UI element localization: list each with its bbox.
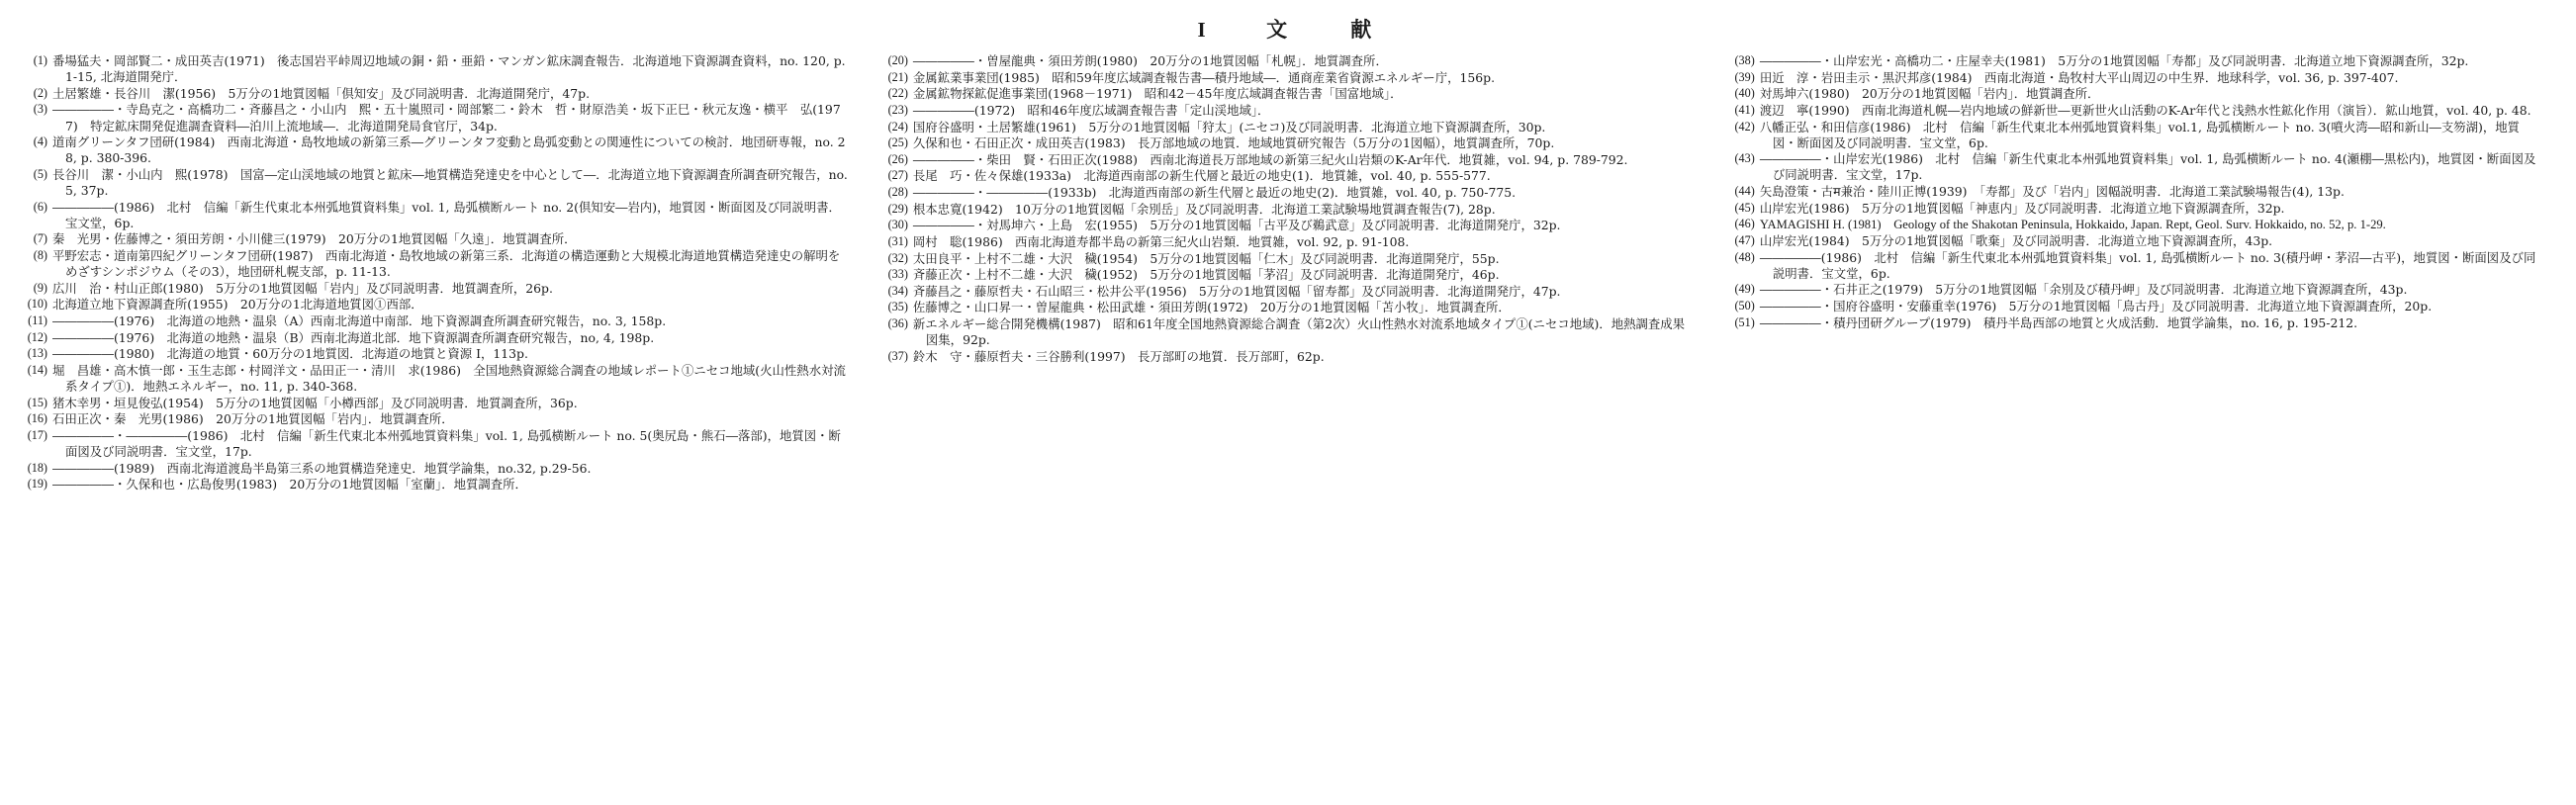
reference-entry bbox=[18, 231, 849, 247]
reference-number: (32) bbox=[887, 250, 908, 265]
reference-text: ―――――・柴田 賢・石田正次(1988) 西南北海道長万部地域の新第三紀火山岩類のK-Ar年代．地質雑，vol. 94, p. 789-792. bbox=[912, 151, 1628, 167]
reference-text: ―――――(1989) 西南北海道渡島半島第三系の地質構造発達史．地質学論集，no.32, p.29-56. bbox=[52, 460, 592, 476]
reference-number: (51) bbox=[1734, 314, 1755, 329]
reference-number: (20) bbox=[887, 53, 908, 67]
reference-text: 堀 昌雄・高木慎一郎・玉生志郎・村岡洋文・品田正一・清川 求(1986) 全国地熱資源総合調査の地域レポート①ニセコ地域(火山性熱水対流系タイプ①)．地熱エネルギー，no. 11, p. 340-368. bbox=[52, 362, 846, 394]
reference-entry bbox=[878, 284, 1696, 300]
reference-number: (28) bbox=[887, 185, 908, 199]
reference-number: (47) bbox=[1734, 233, 1755, 248]
reference-entry bbox=[1725, 299, 2542, 314]
reference-text: ―――――・石井正之(1979) 5万分の1地質図幅「余別及び積丹岬」及び同説明書．北海道立地下資源調査所，43p. bbox=[1759, 282, 2408, 298]
reference-entry bbox=[878, 349, 1696, 365]
reference-entry bbox=[18, 53, 849, 85]
reference-text: 猪木幸男・垣見俊弘(1954) 5万分の1地質図幅「小樽西部」及び同説明書．地質調査所，36p. bbox=[52, 395, 578, 410]
reference-text: 根本忠寛(1942) 10万分の1地質図幅「余別岳」及び同説明書．北海道工業試験場地質調査報告(7), 28p. bbox=[912, 201, 1496, 217]
reference-text: 田近 淳・岩田圭示・黒沢邦彦(1984) 西南北海道・島牧村大平山周辺の中生界．地球科学，vol. 36, p. 397-407. bbox=[1759, 69, 2399, 85]
reference-text: 渡辺 寧(1990) 西南北海道札幌―岩内地域の鮮新世―更新世火山活動のK-Ar年代と浅熱水性鉱化作用（演旨）．鉱山地質，vol. 40, p. 48. bbox=[1759, 102, 2531, 118]
reference-entry bbox=[18, 396, 849, 411]
reference-entry bbox=[1725, 233, 2542, 249]
reference-number: (16) bbox=[27, 411, 47, 426]
reference-text: 金属鉱業事業団(1985) 昭和59年度広域調査報告書―積丹地域―．通商産業省資源エネルギー庁，156p. bbox=[912, 69, 1496, 85]
reference-text: ―――――・―――――(1986) 北村 信編「新生代東北本州弧地質資料集」vol. 1, 島弧横断ルート no. 5(奥尻島・熊石―落部)，地質図・断面図及び同説明書．宝文堂，17p. bbox=[52, 427, 841, 459]
page-title-number: I bbox=[1197, 18, 1210, 42]
reference-entry bbox=[18, 330, 849, 346]
reference-entry bbox=[878, 267, 1696, 283]
reference-entry bbox=[1725, 184, 2542, 200]
reference-text: 長谷川 潔・小山内 熙(1978) 国富―定山渓地域の地質と鉱床―地質構造発達史を中心として―．北海道立地下資源調査所調査研究報告，no. 5, 37p. bbox=[52, 166, 848, 198]
reference-text: 斉藤昌之・藤原哲夫・石山昭三・松井公平(1956) 5万分の1地質図幅「留寿都」及び同説明書．北海道開発庁，47p. bbox=[912, 283, 1561, 299]
reference-entry bbox=[18, 248, 849, 280]
reference-entry bbox=[1725, 103, 2542, 119]
reference-number: (25) bbox=[887, 135, 908, 150]
reference-number: (14) bbox=[27, 362, 47, 377]
reference-text: 山岸宏光(1984) 5万分の1地質図幅「歌棄」及び同説明書．北海道立地下資源調査所，43p. bbox=[1759, 233, 2273, 249]
reference-entry bbox=[878, 152, 1696, 168]
reference-number: (50) bbox=[1734, 299, 1755, 313]
reference-entry bbox=[878, 120, 1696, 135]
reference-text: 久保和也・石田正次・成田英吉(1983) 長万部地域の地質．地域地質研究報告（5万分の1図幅），地質調査所，70p. bbox=[912, 135, 1555, 151]
reference-number: (6) bbox=[33, 199, 47, 214]
reference-text: 八幡正弘・和田信彦(1986) 北村 信編「新生代東北本州弧地質資料集」vol.1, 島弧横断ルート no. 3(噴火湾―昭和新山―支笏湖)，地質図・断面図及び同説明書．宝文堂，6p. bbox=[1759, 119, 2521, 150]
reference-number: (18) bbox=[27, 460, 47, 475]
reference-text: ―――――(1976) 北海道の地熱・温泉（B）西南北海道北部．地下資源調査所調査研究報告，no, 4, 198p. bbox=[52, 329, 655, 345]
reference-number: (36) bbox=[887, 316, 908, 330]
reference-text: ―――――・対馬坤六・上島 宏(1955) 5万分の1地質図幅「古平及び鵜武意」及び同説明書．北海道開発庁，32p. bbox=[912, 218, 1561, 233]
reference-text: 対馬坤六(1980) 20万分の1地質図幅「岩内」．地質調査所． bbox=[1759, 86, 2100, 102]
reference-entry bbox=[878, 86, 1696, 102]
reference-number: (30) bbox=[887, 218, 908, 232]
reference-number: (44) bbox=[1734, 184, 1755, 198]
reference-number: (29) bbox=[887, 201, 908, 216]
page-title-text: 文 献 bbox=[1266, 17, 1379, 42]
reference-text: ―――――・久保和也・広島俊男(1983) 20万分の1地質図幅「室蘭」．地質調査所． bbox=[52, 477, 527, 492]
reference-entry bbox=[1725, 70, 2542, 86]
reference-entry bbox=[1725, 217, 2542, 232]
reference-text: 佐藤博之・山口昇一・曽屋龍典・松田武雄・須田芳朗(1972) 20万分の1地質図幅「苫小牧」．地質調査所． bbox=[912, 300, 1511, 315]
reference-text: ―――――(1986) 北村 信編「新生代東北本州弧地質資料集」vol. 1, 島弧横断ルート no. 2(倶知安―岩内)，地質図・断面図及び同説明書．宝文堂，6p. bbox=[52, 199, 841, 230]
reference-entry bbox=[878, 70, 1696, 86]
reference-number: (40) bbox=[1734, 86, 1755, 101]
reference-text: YAMAGISHI H. (1981) Geology of the Shakotan Peninsula, Hokkaido, Japan. Rept, Geol. Surv. Hokkaido, no. 52, p. 1-29. bbox=[1759, 218, 2386, 232]
reference-number: (17) bbox=[27, 427, 47, 442]
reference-number: (10) bbox=[27, 297, 47, 312]
reference-number: (26) bbox=[887, 151, 908, 166]
reference-number: (49) bbox=[1734, 282, 1755, 297]
reference-entry bbox=[878, 300, 1696, 315]
reference-entry bbox=[1725, 201, 2542, 217]
reference-entry bbox=[18, 363, 849, 395]
reference-text: 金属鉱物探鉱促進事業団(1968－1971) 昭和42－45年度広域調査報告書「国富地域」． bbox=[912, 86, 1403, 102]
reference-number: (38) bbox=[1734, 53, 1755, 67]
reference-text: 土居繁雄・長谷川 潔(1956) 5万分の1地質図幅「倶知安」及び同説明書．北海道開発庁，47p. bbox=[52, 85, 591, 101]
reference-entry bbox=[1725, 151, 2542, 183]
reference-entry bbox=[18, 297, 849, 313]
reference-entry bbox=[878, 53, 1696, 69]
reference-number: (48) bbox=[1734, 249, 1755, 264]
reference-entry bbox=[18, 313, 849, 329]
page-title bbox=[18, 14, 2558, 44]
reference-column-2 bbox=[865, 53, 1711, 365]
reference-text: 秦 光男・佐藤博之・須田芳朗・小川健三(1979) 20万分の1地質図幅「久遠」．地質調査所． bbox=[52, 231, 577, 247]
reference-number: (19) bbox=[27, 477, 47, 492]
reference-number: (7) bbox=[33, 231, 47, 246]
reference-text: 長尾 巧・佐々保雄(1933a) 北海道西南部の新生代層と最近の地史(1)．地質雑，vol. 40, p. 555-577. bbox=[912, 168, 1491, 184]
reference-number: (12) bbox=[27, 329, 47, 344]
reference-entry bbox=[18, 346, 849, 362]
reference-entry bbox=[878, 251, 1696, 267]
reference-entry bbox=[18, 461, 849, 477]
reference-text: ―――――・曽屋龍典・須田芳朗(1980) 20万分の1地質図幅「札幌」．地質調査所． bbox=[912, 53, 1388, 68]
reference-number: (2) bbox=[33, 85, 47, 100]
reference-entry bbox=[18, 428, 849, 460]
reference-number: (9) bbox=[33, 280, 47, 295]
reference-text: 平野宏志・道南第四紀グリーンタフ団研(1987) 西南北海道・島牧地域の新第三系．北海道の構造運動と大規模北海道地質構造発達史の解明をめざすシンポジウム（その3），地団研札幌支部，p. 11-13. bbox=[52, 248, 841, 280]
reference-entry bbox=[1725, 315, 2542, 331]
reference-text: 道南グリーンタフ団研(1984) 西南北海道・島牧地域の新第三系―グリーンタフ変動と島弧変動との関連性についての検討．地団研専報，no. 28, p. 380-396. bbox=[52, 134, 846, 166]
reference-entry bbox=[18, 86, 849, 102]
reference-text: 山岸宏光(1986) 5万分の1地質図幅「神恵内」及び同説明書．北海道立地下資源調査所，32p. bbox=[1759, 200, 2285, 216]
reference-text: ―――――(1986) 北村 信編「新生代東北本州弧地質資料集」vol. 1, 島弧横断ルート no. 3(積丹岬・茅沼―古平)，地質図・断面図及び同説明書．宝文堂，6p. bbox=[1759, 249, 2536, 281]
reference-text: 矢島澄策・古म兼治・陸川正博(1939) 「寿都」及び「岩内」図幅説明書．北海道工業試験場報告(4), 13p. bbox=[1759, 184, 2345, 199]
reference-column-1 bbox=[18, 53, 865, 493]
reference-text: ―――――・山岸宏光・高橋功二・庄屋幸夫(1981) 5万分の1地質図幅「寿都」及び同説明書．北海道立地下資源調査所，32p. bbox=[1759, 53, 2469, 68]
reference-number: (43) bbox=[1734, 151, 1755, 166]
reference-number: (8) bbox=[33, 248, 47, 262]
reference-text: 新エネルギー総合開発機構(1987) 昭和61年度全国地熱資源総合調査（第2次）火山性熱水対流系地域タイプ①(ニセコ地域)．地熱調査成果図集，92p. bbox=[912, 316, 1686, 348]
reference-text: 鈴木 守・藤原哲夫・三谷勝利(1997) 長万部町の地質．長万部町，62p. bbox=[912, 348, 1325, 364]
reference-text: ―――――・―――――(1933b) 北海道西南部の新生代層と最近の地史(2)．地質雑，vol. 40, p. 750-775. bbox=[912, 185, 1517, 200]
reference-entry bbox=[878, 185, 1696, 201]
reference-columns bbox=[18, 53, 2558, 805]
reference-number: (45) bbox=[1734, 200, 1755, 215]
reference-entry bbox=[18, 167, 849, 199]
reference-number: (46) bbox=[1734, 217, 1755, 231]
reference-number: (4) bbox=[33, 134, 47, 149]
reference-entry bbox=[878, 316, 1696, 348]
reference-entry bbox=[18, 477, 849, 492]
reference-entry bbox=[18, 134, 849, 166]
reference-number: (42) bbox=[1734, 119, 1755, 134]
reference-number: (21) bbox=[887, 69, 908, 84]
reference-text: 北海道立地下資源調査所(1955) 20万分の1北海道地質図①西部． bbox=[52, 297, 423, 313]
reference-entry bbox=[878, 103, 1696, 119]
reference-entry bbox=[878, 218, 1696, 233]
reference-text: ―――――(1976) 北海道の地熱・温泉（A）西南北海道中南部．地下資源調査所調査研究報告，no. 3, 158p. bbox=[52, 313, 667, 328]
reference-number: (3) bbox=[33, 102, 47, 117]
reference-number: (35) bbox=[887, 300, 908, 314]
reference-number: (11) bbox=[28, 313, 47, 327]
reference-entry bbox=[18, 281, 849, 297]
reference-text: ―――――(1980) 北海道の地質・60万分の1地質図．北海道の地質と資源 I，113p. bbox=[52, 346, 528, 362]
reference-entry bbox=[1725, 250, 2542, 282]
reference-number: (39) bbox=[1734, 69, 1755, 84]
reference-text: 太田良平・上村不二雄・大沢 穢(1954) 5万分の1地質図幅「仁木」及び同説明書．北海道開発庁，55p. bbox=[912, 250, 1500, 266]
reference-entry bbox=[18, 411, 849, 427]
reference-entry bbox=[878, 234, 1696, 250]
reference-entry bbox=[878, 168, 1696, 184]
reference-number: (31) bbox=[887, 233, 908, 248]
reference-entry bbox=[1725, 53, 2542, 69]
reference-text: 斉藤正次・上村不二雄・大沢 穢(1952) 5万分の1地質図幅「茅沼」及び同説明書．北海道開発庁，46p. bbox=[912, 267, 1500, 283]
reference-text: ―――――・山岸宏光(1986) 北村 信編「新生代東北本州弧地質資料集」vol. 1, 島弧横断ルート no. 4(瀬棚―黒松内)，地質図・断面図及び同説明書．宝文堂，17p. bbox=[1759, 151, 2536, 183]
reference-number: (24) bbox=[887, 119, 908, 134]
reference-entry bbox=[878, 202, 1696, 218]
reference-column-3 bbox=[1711, 53, 2558, 331]
reference-number: (15) bbox=[27, 395, 47, 409]
reference-text: ―――――・積丹団研グループ(1979) 積丹半島西部の地質と火成活動．地質学論集，no. 16, p. 195-212. bbox=[1759, 314, 2358, 330]
reference-entry bbox=[1725, 282, 2542, 298]
reference-number: (37) bbox=[887, 348, 908, 363]
reference-entry bbox=[1725, 120, 2542, 151]
reference-text: 広川 治・村山正郎(1980) 5万分の1地質図幅「岩内」及び同説明書．地質調査所，26p. bbox=[52, 280, 553, 296]
reference-text: 国府谷盛明・土居繁雄(1961) 5万分の1地質図幅「狩太」(ニセコ)及び同説明書．北海道立地下資源調査所，30p. bbox=[912, 119, 1546, 134]
reference-number: (22) bbox=[887, 86, 908, 101]
reference-number: (23) bbox=[887, 102, 908, 117]
reference-text: 番場猛夫・岡部賢二・成田英吉(1971) 後志国岩平峠周辺地域の銅・鉛・亜鉛・マンガン鉱床調査報告．北海道地下資源調査資料，no. 120, p. 1-15, 北海道開発庁． bbox=[52, 53, 846, 85]
reference-number: (5) bbox=[33, 166, 47, 181]
reference-number: (41) bbox=[1734, 102, 1755, 117]
reference-number: (1) bbox=[33, 53, 47, 67]
reference-text: ―――――・国府谷盛明・安藤重幸(1976) 5万分の1地質図幅「鳥古丹」及び同説明書．北海道立地下資源調査所，20p. bbox=[1759, 299, 2433, 314]
reference-entry bbox=[1725, 86, 2542, 102]
reference-text: ―――――・寺島克之・高橋功二・斉藤昌之・小山内 熙・五十嵐照司・岡部繁二・鈴木 哲・財原浩美・坂下正巳・秋元友逸・横平 弘(1977) 特定鉱床開発促進調査資料―泊川上流地域―．北海道開発局食官厅，34p. bbox=[52, 102, 841, 134]
reference-number: (33) bbox=[887, 267, 908, 282]
reference-text: ―――――(1972) 昭和46年度広域調査報告書「定山渓地域」． bbox=[912, 102, 1270, 118]
reference-number: (27) bbox=[887, 168, 908, 183]
reference-number: (13) bbox=[27, 346, 47, 361]
reference-entry bbox=[878, 135, 1696, 151]
reference-entry bbox=[18, 102, 849, 134]
reference-number: (34) bbox=[887, 283, 908, 298]
reference-text: 石田正次・秦 光男(1986) 20万分の1地質図幅「岩内」．地質調査所． bbox=[52, 411, 454, 427]
reference-text: 岡村 聡(1986) 西南北海道寿都半島の新第三紀火山岩類．地質雑，vol. 92, p. 91-108. bbox=[912, 233, 1410, 249]
reference-entry bbox=[18, 200, 849, 231]
